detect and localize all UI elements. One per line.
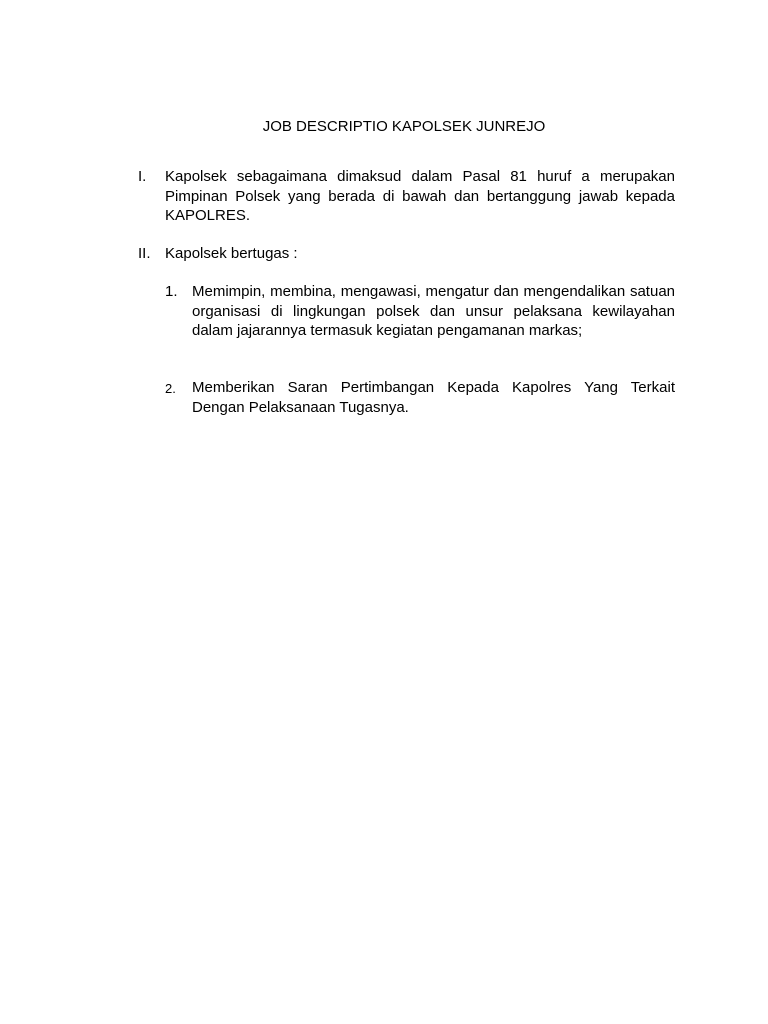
list-item-2 — [165, 378, 675, 417]
section-1 — [138, 167, 675, 226]
document-title: JOB DESCRIPTIO KAPOLSEK JUNREJO — [262, 118, 546, 135]
list-item-text: Memimpin, membina, mengawasi, mengatur dan mengendalikan satuan organisasi di lingkungan polsek dan unsur pelaksana kewilayahan dalam jajarannya termasuk kegiatan pengamanan markas; — [192, 283, 675, 339]
section-2 — [138, 244, 675, 264]
list-item-1 — [165, 282, 675, 341]
list-item-number: 2. — [165, 381, 176, 396]
section-number: II. — [138, 245, 151, 262]
section-number: I. — [138, 168, 147, 185]
section-text: Kapolsek sebagaimana dimaksud dalam Pasal 81 huruf a merupakan Pimpinan Polsek yang berada di bawah dan bertanggung jawab kepada KAPOLRES. — [165, 168, 675, 224]
list-item-text: Memberikan Saran Pertimbangan Kepada Kapolres Yang Terkait Dengan Pelaksanaan Tugasnya. — [192, 379, 675, 416]
section-text: Kapolsek bertugas : — [165, 245, 298, 262]
list-item-number: 1. — [165, 283, 178, 300]
